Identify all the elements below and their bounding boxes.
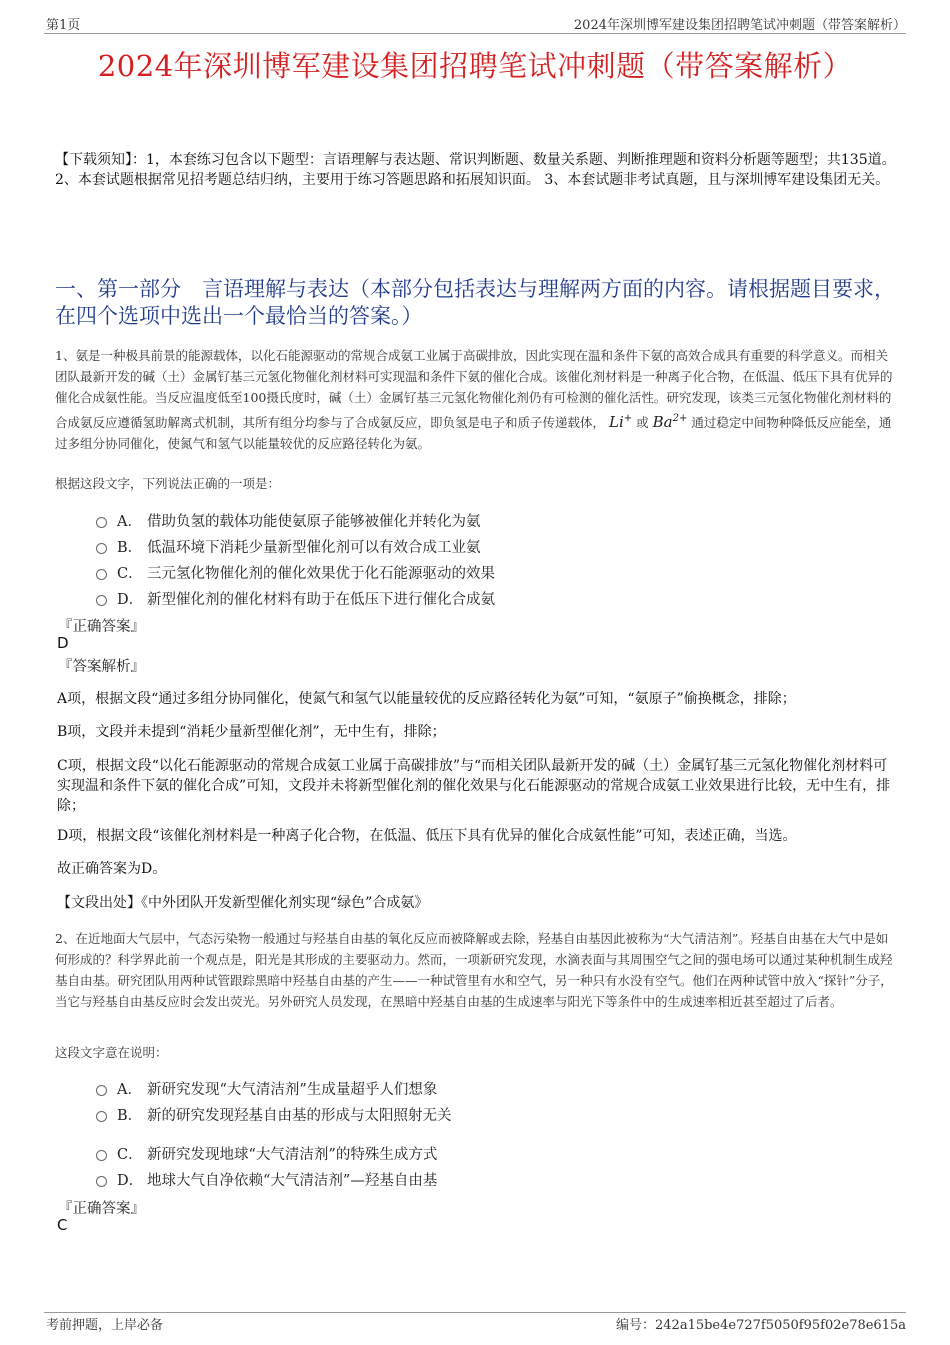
question-2-prompt: 这段文字意在说明： xyxy=(55,1045,168,1060)
section-heading: 一、第一部分 言语理解与表达（本部分包括表达与理解两方面的内容。请根据题目要求，在四个选项中选出一个最恰当的答案。） xyxy=(55,277,895,328)
question-1-option-a[interactable]: A． 借助负氢的载体功能使氨原子能够被催化并转化为氨 xyxy=(96,510,481,531)
question-2-answer: C xyxy=(57,1216,68,1234)
question-1-answer-label: 『正确答案』 xyxy=(58,619,145,635)
question-1-source: 【文段出处】《中外团队开发新型催化剂实现“绿色”合成氨》 xyxy=(57,895,429,911)
question-1-answer: D xyxy=(57,634,69,652)
question-2-option-a[interactable]: A． 新研究发现“大气清洁剂”生成量超乎人们想象 xyxy=(96,1078,437,1099)
math-li-ion: Li+ xyxy=(609,413,633,431)
question-1-or: 或 xyxy=(636,415,649,430)
question-2-option-d[interactable]: D． 地球大气自净依赖“大气清洁剂”—羟基自由基 xyxy=(96,1169,437,1190)
radio-icon[interactable] xyxy=(96,1176,107,1187)
footer-slogan: 考前押题，上岸必备 xyxy=(46,1318,164,1333)
analysis-item-c: C项，根据文段“以化石能源驱动的常规合成氨工业属于高碳排放”与“而相关团队最新开发的碱（土）金属钌基三元氢化物催化剂材料可实现温和条件下氨的催化合成”可知，文段并未将新型催化剂的催化效果与化石能源驱动的常规合成氨工业效果进行比较，无中生有，排除； xyxy=(57,758,891,814)
radio-icon[interactable] xyxy=(96,1150,107,1161)
page-title: 2024年深圳博军建设集团招聘笔试冲刺题（带答案解析） xyxy=(97,49,853,83)
page-number: 第1页 xyxy=(46,18,81,33)
question-1-option-c[interactable]: C． 三元氢化物催化剂的催化效果优于化石能源驱动的效果 xyxy=(96,562,495,583)
question-1-option-b[interactable]: B． 低温环境下消耗少量新型催化剂可以有效合成工业氨 xyxy=(96,536,481,557)
radio-icon[interactable] xyxy=(96,517,107,528)
radio-icon[interactable] xyxy=(96,1085,107,1096)
question-1-text-b: 通过稳定中间物种降低反应能垒，通过多组分协同催化，使氮气和氢气以能量较优的反应路径转化为氨。 xyxy=(55,415,892,451)
radio-icon[interactable] xyxy=(96,569,107,580)
question-1-prompt: 根据这段文字，下列说法正确的一项是： xyxy=(55,476,281,491)
question-2-option-b[interactable]: B． 新的研究发现羟基自由基的形成与太阳照射无关 xyxy=(96,1104,452,1125)
analysis-item-b: B项，文段并未提到“消耗少量新型催化剂”，无中生有，排除； xyxy=(57,724,446,740)
analysis-item-a: A项，根据文段“通过多组分协同催化，使氮气和氢气以能量较优的反应路径转化为氨”可知，“氨原子”偷换概念，排除； xyxy=(57,691,796,707)
header-divider xyxy=(44,33,906,34)
download-notice: 【下载须知】：1，本套练习包含以下题型：言语理解与表达题、常识判断题、数量关系题、判断推理题和资料分析题等题型；共135道。 2、本套试题根据常见招考题总结归纳，主要用于练习答题思路和拓展知识面。 3、本套试题非考试真题，且与深圳博军建设集团无关。 xyxy=(55,152,896,188)
radio-icon[interactable] xyxy=(96,595,107,606)
question-1-analysis-label: 『答案解析』 xyxy=(58,659,145,675)
analysis-conclusion: 故正确答案为D。 xyxy=(57,861,167,877)
question-1-option-d[interactable]: D． 新型催化剂的催化材料有助于在低压下进行催化合成氨 xyxy=(96,588,495,609)
question-2-option-c[interactable]: C． 新研究发现地球“大气清洁剂”的特殊生成方式 xyxy=(96,1143,437,1164)
radio-icon[interactable] xyxy=(96,543,107,554)
header-doc-title: 2024年深圳博军建设集团招聘笔试冲刺题（带答案解析） xyxy=(573,18,906,33)
question-1-passage xyxy=(55,345,900,454)
footer-divider xyxy=(44,1312,906,1313)
question-1-text-a: 1、氨是一种极具前景的能源载体，以化石能源驱动的常规合成氨工业属于高碳排放，因此实现在温和条件下氨的高效合成具有重要的科学意义。而相关团队最新开发的碱（土）金属钌基三元氢化物催化剂材料可实现温和条件下氨的催化合成。该催化剂材料是一种离子化合物，在低温、低压下具有优异的催化合成氨性能。当反应温度低至100摄氏度时，碱（土）金属钌基三元氢化物催化剂仍有可检测的催化活性。研究发现，该类三元氢化物催化剂材料的合成氨反应遵循氢助解离式机制，其所有组分均参与了合成氨反应，即负氢是电子和质子传递载体， xyxy=(55,348,893,430)
analysis-item-d: D项，根据文段“该催化剂材料是一种离子化合物，在低温、低压下具有优异的催化合成氨性能”可知，表述正确，当选。 xyxy=(57,828,797,844)
radio-icon[interactable] xyxy=(96,1111,107,1122)
footer-doc-id: 编号：242a15be4e727f5050f95f02e78e615a xyxy=(616,1318,906,1333)
question-2-answer-label: 『正确答案』 xyxy=(58,1201,145,1217)
math-ba-ion: $Ba^{2+}$ xyxy=(652,413,688,431)
question-2-passage: 2、在近地面大气层中，气态污染物一般通过与羟基自由基的氧化反应而被降解或去除，羟基自由基因此被称为“大气清洁剂”。羟基自由基在大气中是如何形成的？科学界此前一个观点是，阳光是其形成的主要驱动力。然而，一项新研究发现，水滴表面与其周围空气之间的强电场可以通过某种机制生成羟基自由基。研究团队用两种试管跟踪黑暗中羟基自由基的产生——一种试管里有水和空气，另一种只有水没有空气。他们在两种试管中放入“探针”分子，当它与羟基自由基反应时会发出荧光。另外研究人员发现，在黑暗中羟基自由基的生成速率与阳光下等条件中的生成速率相近甚至超过了后者。 xyxy=(55,931,893,1009)
